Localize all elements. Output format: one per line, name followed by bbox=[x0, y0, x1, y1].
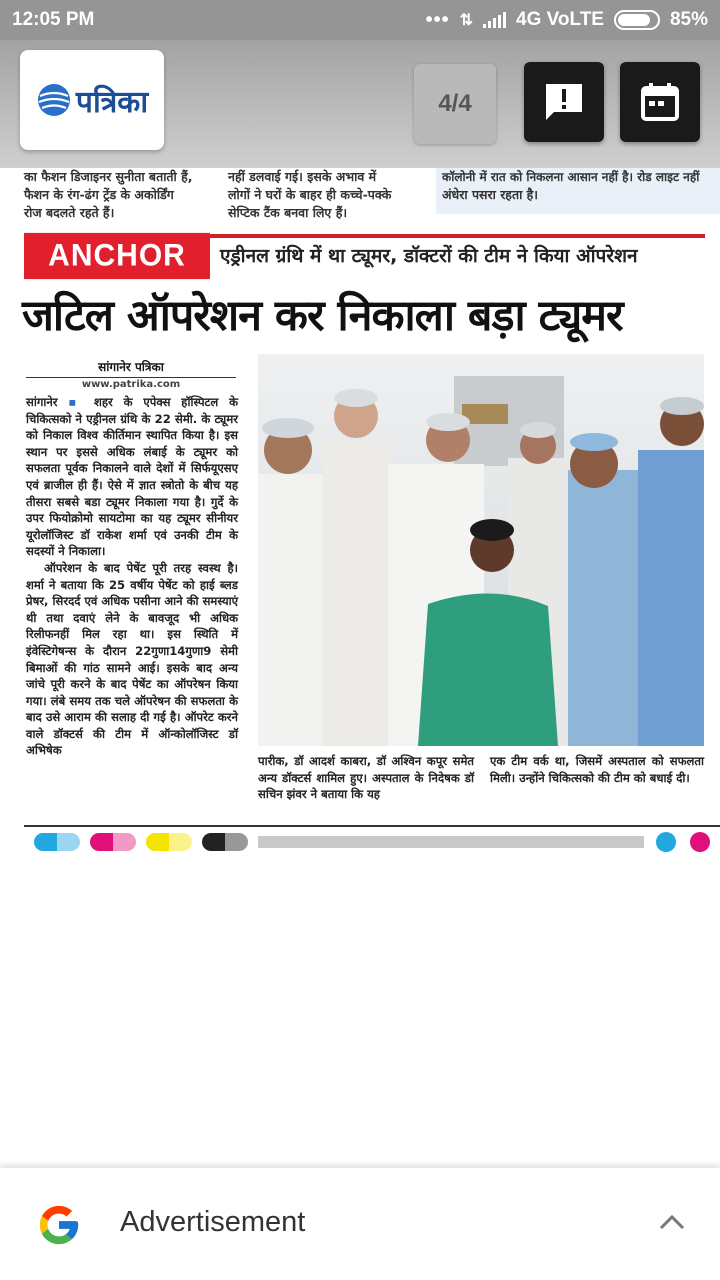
signal-icon bbox=[483, 12, 506, 28]
gray-strip bbox=[258, 836, 644, 848]
black-swatch bbox=[202, 833, 248, 851]
status-time: 12:05 PM bbox=[12, 9, 95, 30]
prev-line: कॉलोनी में रात को निकलना आसान नहीं है। रोड लाइट नहीं bbox=[442, 170, 700, 184]
photo-illustration bbox=[258, 354, 704, 746]
calendar-icon bbox=[638, 80, 682, 124]
article-column-1 bbox=[26, 394, 238, 759]
doctor-team-photo bbox=[258, 354, 704, 746]
magenta-swatch bbox=[90, 833, 136, 851]
prev-story-col3 bbox=[436, 168, 720, 214]
patrika-logo[interactable] bbox=[20, 50, 164, 150]
globe-icon bbox=[36, 82, 72, 118]
kicker-headline: एड्रीनल ग्रंथि में था ट्यूमर, डॉक्टरों की टीम ने किया ऑपरेशन bbox=[220, 245, 638, 267]
advertisement-bar[interactable] bbox=[0, 1168, 720, 1280]
bottom-rule bbox=[24, 825, 720, 827]
main-headline: जटिल ऑपरेशन कर निकाला बड़ा ट्यूमर bbox=[22, 291, 623, 341]
notification-dots-icon: ••• bbox=[425, 9, 450, 31]
cyan-swatch bbox=[34, 833, 80, 851]
data-transfer-icon: ⇅ bbox=[459, 12, 473, 29]
alert-message-icon bbox=[540, 78, 588, 126]
report-button[interactable] bbox=[524, 62, 604, 142]
prev-line: सेप्टिक टैंक बनवा लिए हैं। bbox=[228, 205, 348, 220]
battery-level bbox=[618, 14, 650, 26]
prev-line: नहीं डलवाई गई। इसके अभाव में bbox=[228, 169, 377, 184]
status-bar bbox=[0, 0, 720, 40]
status-right bbox=[426, 9, 708, 31]
advertisement-label: Advertisement bbox=[120, 1206, 306, 1238]
article-column-2: पारीक, डॉ आदर्श काबरा, डॉ अश्विन कपूर समेत अन्य डॉक्टर्स शामिल हुए। अस्पताल के निदेषक डॉ सचिन झंवर ने बताया कि यह bbox=[258, 754, 474, 802]
print-color-bar bbox=[34, 831, 720, 853]
yellow-swatch bbox=[146, 833, 192, 851]
anchor-tag: ANCHOR bbox=[24, 233, 210, 279]
chevron-up-icon[interactable] bbox=[658, 1212, 686, 1232]
prev-line: का फैशन डिजाइनर सुनीता बताती हैं, bbox=[24, 169, 193, 184]
article-column-3: एक टीम वर्क था, जिसमें अस्पताल को सफलता मिली। उन्होंने चिकित्सको की टीम को बधाई दी। bbox=[490, 754, 704, 785]
calendar-button[interactable] bbox=[620, 62, 700, 142]
magenta-dot bbox=[690, 832, 710, 852]
app-bar bbox=[0, 40, 720, 168]
website: www.patrika.com bbox=[81, 379, 181, 390]
battery-percent: 85% bbox=[669, 9, 708, 30]
prev-line: फैशन के रंग-ढंग ट्रेंड के अकोर्डिंग bbox=[24, 187, 174, 202]
prev-line: लोगों ने घरों के बाहर ही कच्चे-पक्के bbox=[228, 187, 392, 202]
body-col1-text: शहर के एपेक्स हॉस्पिटल के चिकित्सको ने एड्रीनल ग्रंथि के 22 सेमी. के ट्यूमर को निकाल विश्व कीर्तिमान स्थापित किया है। इस स्थान पर इससे अधिक लंबाई के ट्यूमर को सफलता पूर्वक निकालने वाले देशों में सिर्फयूएसए एवं ब्राजील ही हैं। ऐसे में ज्ञात स्त्रोतो के बीच यह तीसरा सबसे बडा ट्यूमर निकाला गया है। गुर्दे के उपर फियोक्रोमो सायटोमा का यह ट्यूमर सीनीयर यूरोलॉजिस्ट डॉ राकेश शर्मा एवं उनकी टीम के सदस्यों ने निकाला। bbox=[26, 395, 239, 559]
battery-icon bbox=[614, 10, 660, 30]
newspaper-page bbox=[0, 168, 720, 858]
prev-story-col1 bbox=[24, 168, 224, 222]
dateline: सांगानेर bbox=[26, 395, 58, 409]
network-label: 4G VoLTE bbox=[516, 9, 604, 30]
cyan-dot bbox=[656, 832, 676, 852]
dateline-marker: ▪ bbox=[68, 395, 84, 409]
prev-line: अंधेरा पसरा रहता है। bbox=[442, 187, 539, 202]
logo-text: पत्रिका bbox=[75, 84, 149, 120]
google-g-icon bbox=[36, 1202, 82, 1248]
prev-story-col2 bbox=[228, 168, 428, 222]
page-indicator-button[interactable]: 4/4 bbox=[414, 64, 496, 144]
byline: सांगानेर पत्रिका bbox=[26, 358, 236, 378]
prev-line: रोज बदलते रहते हैं। bbox=[24, 205, 115, 220]
body-col1-para2: ऑपरेशन के बाद पेषेंट पूरी तरह स्वस्थ है। शर्मा ने बताया कि 25 वर्षीय पेषेंट को हाई ब्लड प्रेषर, सिरदर्द एवं अधिक पसीना आने की समस्याएं थी तथा दवाएं लेने के बावजूद भी अधिक रिलीफनहीं मिल रहा था। इस स्थिति में इंवेस्टिगेषन्स के दौरान 22गुणा14गुणा9 सेमी बिमाओं की गांठ सामने आई। इसके बाद अन्य जांचे पूरी करने के बाद पेषेंट का ऑपरेषन किया गया। लंबे समय तक चले ऑपरेषन की सफलता के बाद उसे आराम की सलाह दी गई है। ऑपरेट करने वाले डॉक्टर्स की टीम में ऑन्कोलॉजिस्ट डॉ अभिषेक bbox=[26, 560, 238, 758]
